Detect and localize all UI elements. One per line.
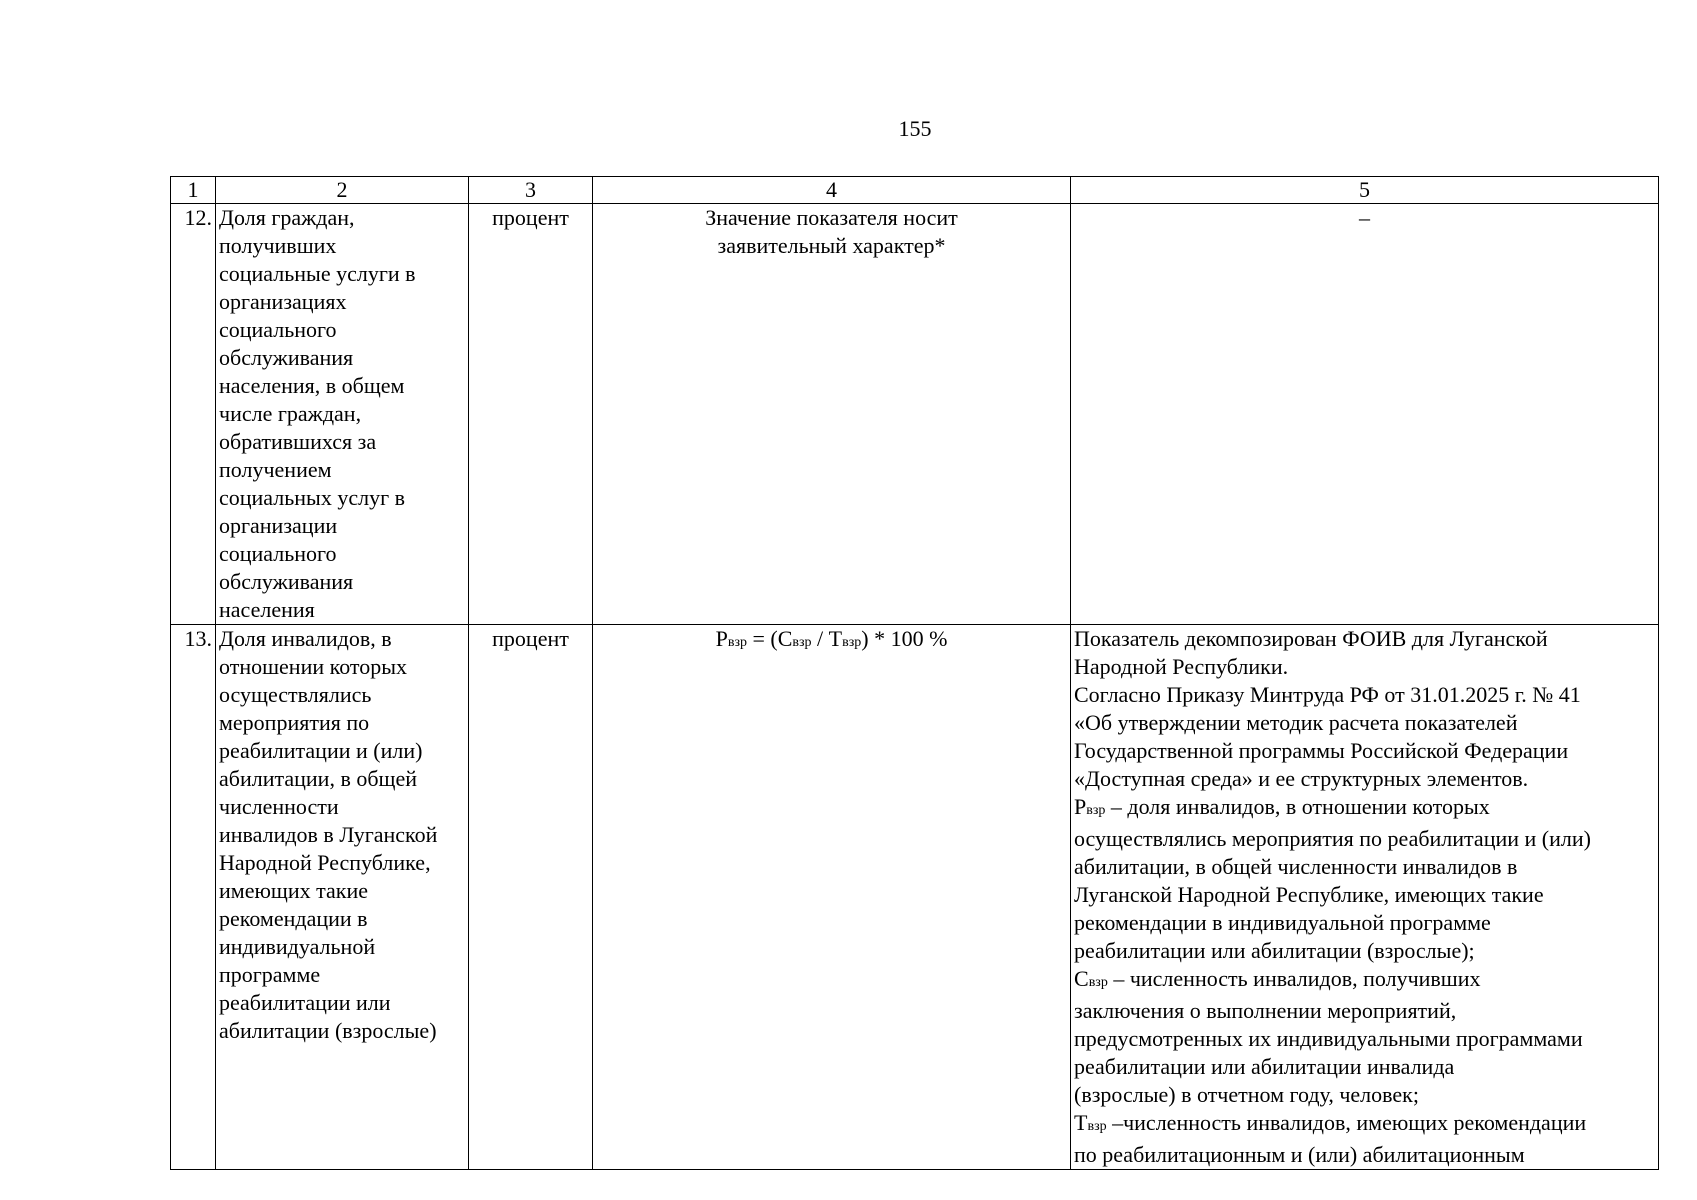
unit-of-measure: процент [469,204,593,625]
name-line: обслуживания [219,569,354,594]
definition-c [1074,965,1655,997]
name-line: организации [219,513,338,538]
formula-tail: ) * 100 % [861,626,948,651]
indicator-name [216,625,469,1170]
table-header-row [171,177,1659,204]
formula-c-subscript: взр [792,635,812,650]
note-line: Согласно Приказу Минтруда РФ от 31.01.2025 г. № 41 [1074,682,1581,707]
name-line: мероприятия по [219,710,370,735]
indicator-table [170,176,1659,1170]
method-line: заявительный характер* [717,233,946,258]
name-line: Доля граждан, [219,205,355,230]
row-number: 12. [171,204,216,625]
page-number: 155 [898,116,932,141]
note-line: «Доступная среда» и ее структурных элементов. [1074,766,1529,791]
definition-p [1074,793,1655,825]
note-line: осуществлялись мероприятия по реабилитации и (или) [1074,826,1591,851]
definition-t-symbol: T [1074,1110,1088,1135]
name-line: абилитации, в общей [219,766,418,791]
indicator-name [216,204,469,625]
note-line: рекомендации в индивидуальной программе [1074,910,1491,935]
note-line: заключения о выполнении мероприятий, [1074,998,1457,1023]
definition-p-text: – доля инвалидов, в отношении которых [1105,794,1490,819]
table-row [171,204,1659,625]
note-line: абилитации, в общей численности инвалидов в [1074,854,1518,879]
calculation-formula [593,625,1071,1170]
definition-c-subscript: взр [1088,975,1108,990]
calculation-method [593,204,1071,625]
definition-t-text: –численность инвалидов, имеющих рекомендации [1106,1110,1587,1135]
header-cell-4: 4 [593,177,1071,204]
name-line: Народной Республике, [219,850,431,875]
note-line: реабилитации или абилитации инвалида [1074,1054,1455,1079]
formula [596,625,1067,657]
definition-c-text: – численность инвалидов, получивших [1107,966,1481,991]
name-line: инвалидов в Луганской [219,822,438,847]
note-line: Луганской Народной Республике, имеющих такие [1074,882,1544,907]
formula-t-subscript: взр [842,635,862,650]
formula-p: P [715,626,728,651]
note-line: предусмотренных их индивидуальными программами [1074,1026,1583,1051]
name-line: рекомендации в [219,906,368,931]
row-number: 13. [171,625,216,1170]
name-line: получением [219,457,332,482]
name-line: социального [219,541,337,566]
name-line: осуществлялись [219,682,372,707]
definition-c-symbol: C [1074,966,1089,991]
name-line: Доля инвалидов, в [219,626,392,651]
name-line: реабилитации или [219,990,391,1015]
name-line: индивидуальной [219,934,376,959]
note-line: (взрослые) в отчетном году, человек; [1074,1082,1419,1107]
method-line: Значение показателя носит [705,205,958,230]
name-line: отношении которых [219,654,408,679]
name-line: населения, в общем [219,373,405,398]
notes-cell: – [1071,204,1659,625]
header-cell-2: 2 [216,177,469,204]
definition-t [1074,1109,1655,1141]
definition-p-subscript: взр [1086,803,1106,818]
name-line: имеющих такие [219,878,368,903]
name-line: программе [219,962,321,987]
notes-cell [1071,625,1659,1170]
name-line: числе граждан, [219,401,362,426]
header-cell-3: 3 [469,177,593,204]
unit-of-measure: процент [469,625,593,1170]
name-line: получивших [219,233,337,258]
name-line: абилитации (взрослые) [219,1018,437,1043]
note-line: Показатель декомпозирован ФОИВ для Луганской [1074,626,1548,651]
table-row [171,625,1659,1170]
note-line: «Об утверждении методик расчета показателей [1074,710,1518,735]
name-line: социального [219,317,337,342]
formula-equals: = ( [746,626,778,651]
definition-t-subscript: взр [1087,1119,1107,1134]
formula-c: C [777,626,793,651]
header-cell-5: 5 [1071,177,1659,204]
name-line: организациях [219,289,347,314]
formula-p-subscript: взр [727,635,747,650]
name-line: социальные услуги в [219,261,416,286]
name-line: населения [219,597,315,622]
note-line: Народной Республики. [1074,654,1289,679]
name-line: социальных услуг в [219,485,405,510]
formula-t: T [828,626,843,651]
formula-divide: / [811,626,829,651]
header-cell-1: 1 [171,177,216,204]
definition-p-symbol: P [1074,794,1087,819]
note-line: по реабилитационным и (или) абилитационным [1074,1142,1525,1167]
note-line: Государственной программы Российской Федерации [1074,738,1569,763]
note-line: реабилитации или абилитации (взрослые); [1074,938,1475,963]
name-line: реабилитации и (или) [219,738,423,763]
name-line: численности [219,794,339,819]
name-line: обслуживания [219,345,354,370]
name-line: обратившихся за [219,429,377,454]
